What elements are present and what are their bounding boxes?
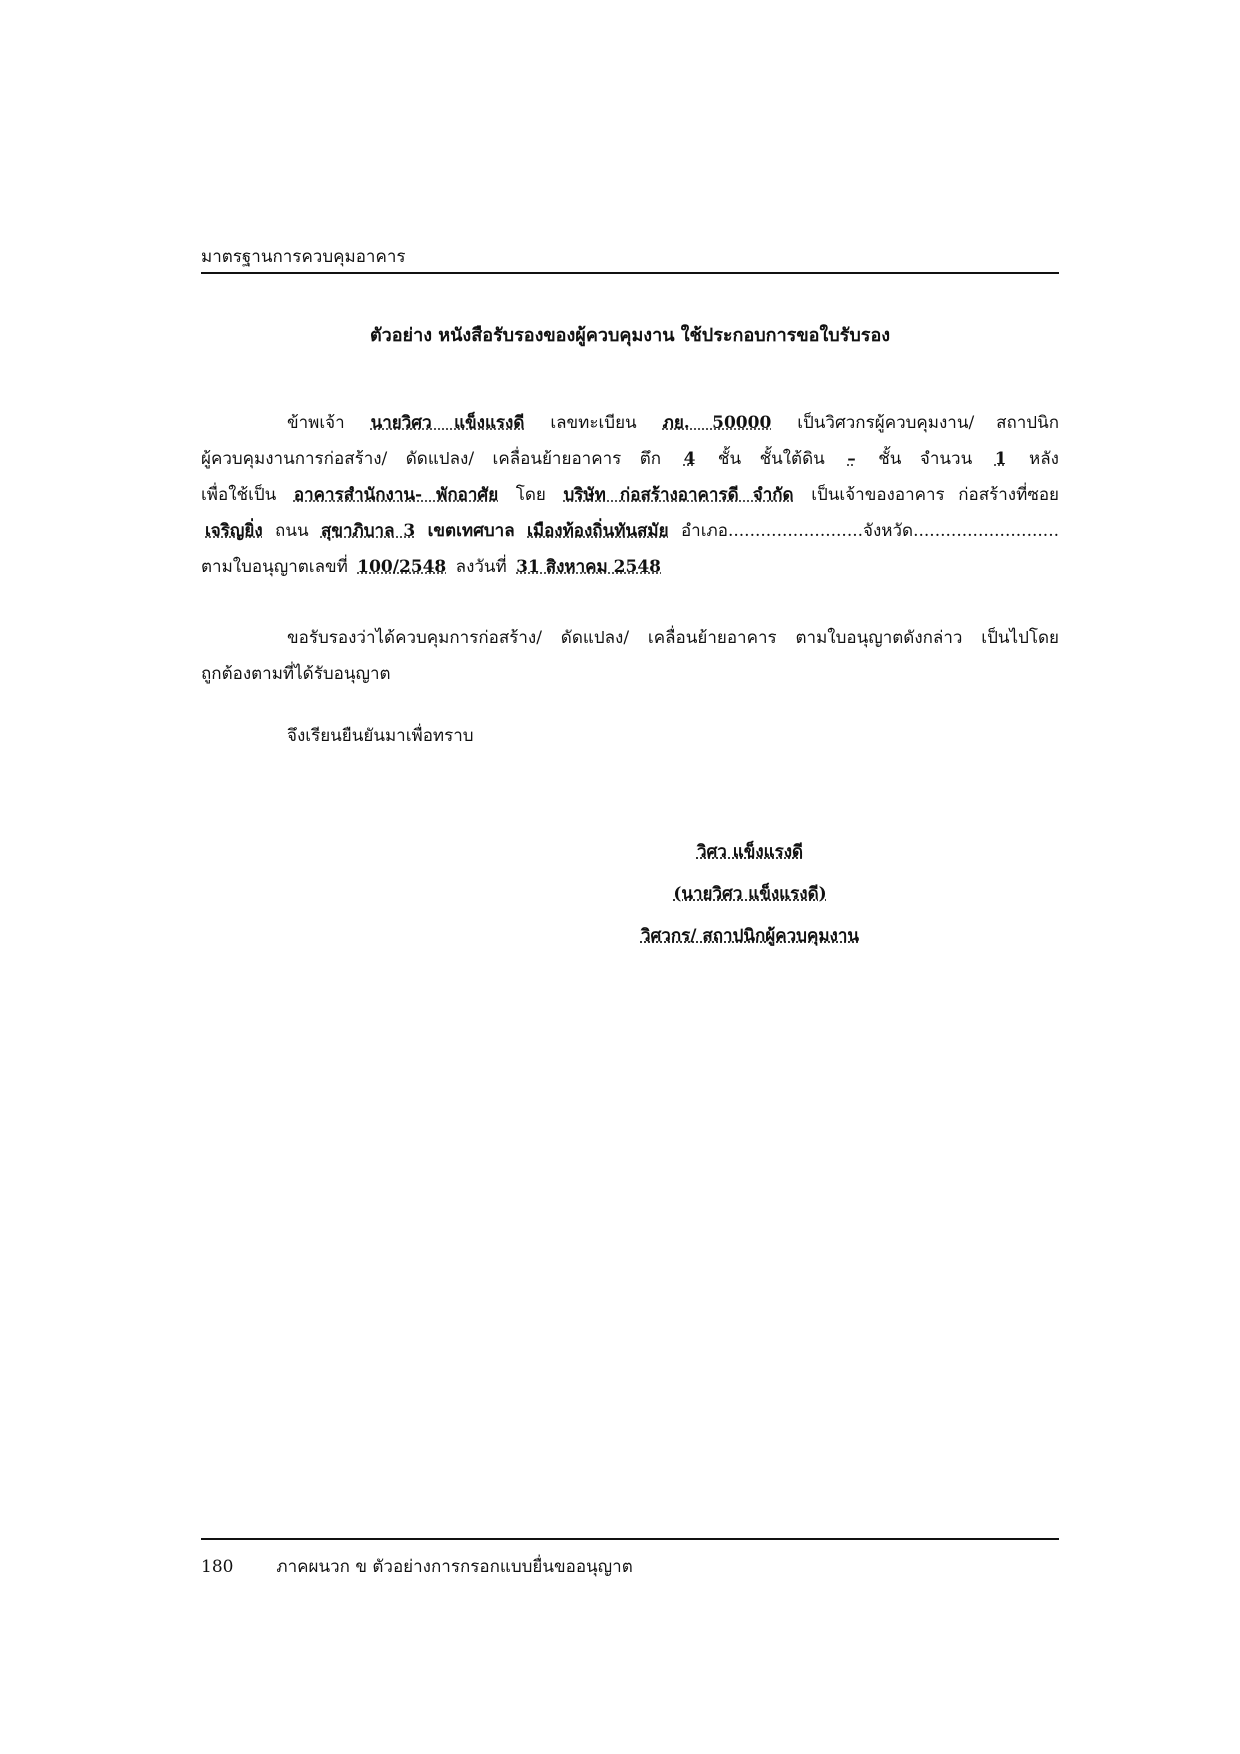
- text-segment: เป็นวิศวกรผู้ควบคุมงาน/ สถาปนิก: [797, 413, 1060, 433]
- text-segment: เขตเทศบาล: [427, 521, 515, 541]
- text-segment: อำเภอ.........................จังหวัด...........................: [680, 521, 1060, 541]
- field-owner: บริษัท ก่อสร้างอาคารดี จำกัด: [563, 485, 794, 505]
- text-segment: ตามใบอนุญาตเลขที่: [201, 557, 348, 577]
- running-footer: [201, 1553, 633, 1580]
- running-header: มาตรฐานการควบคุมอาคาร: [201, 247, 406, 267]
- page-number: 180: [201, 1557, 234, 1577]
- field-permit-number: 100/2548: [357, 557, 447, 577]
- closing-line: จึงเรียนยืนยันมาเพื่อทราบ: [287, 726, 474, 746]
- declaration-line-3: [201, 477, 1059, 513]
- field-soi: เจริญยิ่ง: [205, 521, 263, 541]
- header-rule: [201, 272, 1059, 274]
- certification-line-1: ขอรับรองว่าได้ควบคุมการก่อสร้าง/ ดัดแปลง/ เคลื่อนย้ายอาคาร ตามใบอนุญาตดังกล่าว เป็นไปโดย: [287, 628, 1059, 648]
- paragraph-certification: [201, 620, 1059, 692]
- field-basement-floors: –: [847, 449, 856, 469]
- paragraph-declaration: [201, 405, 1059, 585]
- field-usage: อาคารสำนักงาน- พักอาศัย: [293, 485, 499, 505]
- declaration-line-2: [201, 441, 1059, 477]
- signature: [560, 838, 940, 865]
- text-segment: หลัง: [1029, 449, 1059, 469]
- text-segment: เพื่อใช้เป็น: [201, 485, 277, 505]
- text-segment: โดย: [515, 485, 546, 505]
- field-municipality: เมืองท้องถิ่นทันสมัย: [527, 521, 669, 541]
- document-title: ตัวอย่าง หนังสือรับรองของผู้ควบคุมงาน ใช้ประกอบการขอใบรับรอง: [369, 325, 891, 346]
- text-segment: ผู้ควบคุมงานการก่อสร้าง/ ดัดแปลง/ เคลื่อนย้ายอาคาร ตึก: [201, 449, 662, 469]
- field-permit-date: 31 สิงหาคม 2548: [516, 557, 661, 577]
- declaration-line-5: [201, 549, 1059, 585]
- field-building-count: 1: [994, 449, 1007, 469]
- paragraph-closing: [201, 718, 1059, 754]
- certification-line-2: ถูกต้องตามที่ได้รับอนุญาต: [201, 664, 391, 684]
- signatory-name: [560, 880, 940, 907]
- text-segment: ลงวันที่: [455, 557, 507, 577]
- field-floors: 4: [683, 449, 696, 469]
- text-segment: ถนน: [275, 521, 309, 541]
- signatory-name-text: (นายวิศว แข็งแรงดี): [673, 884, 827, 904]
- field-road: สุขาภิบาล 3: [320, 521, 416, 541]
- footer-text: ภาคผนวก ข ตัวอย่างการกรอกแบบยื่นขออนุญาต: [276, 1557, 633, 1577]
- footer-rule: [201, 1538, 1059, 1540]
- text-segment: ข้าพเจ้า: [287, 413, 345, 433]
- text-segment: เป็นเจ้าของอาคาร ก่อสร้างที่ซอย: [811, 485, 1060, 505]
- signature-text: วิศว แข็งแรงดี: [696, 842, 804, 862]
- text-segment: ชั้น ชั้นใต้ดิน: [717, 449, 825, 469]
- text-segment: เลขทะเบียน: [550, 413, 637, 433]
- text-segment: ชั้น จำนวน: [878, 449, 973, 469]
- signatory-position: [560, 922, 940, 949]
- declaration-line-1: [201, 405, 1059, 441]
- field-registration-number: ภย. 50000: [662, 413, 772, 433]
- field-name: นายวิศว แข็งแรงดี: [370, 413, 525, 433]
- signatory-position-text: วิศวกร/ สถาปนิกผู้ควบคุมงาน: [640, 926, 860, 946]
- declaration-line-4: [201, 513, 1059, 549]
